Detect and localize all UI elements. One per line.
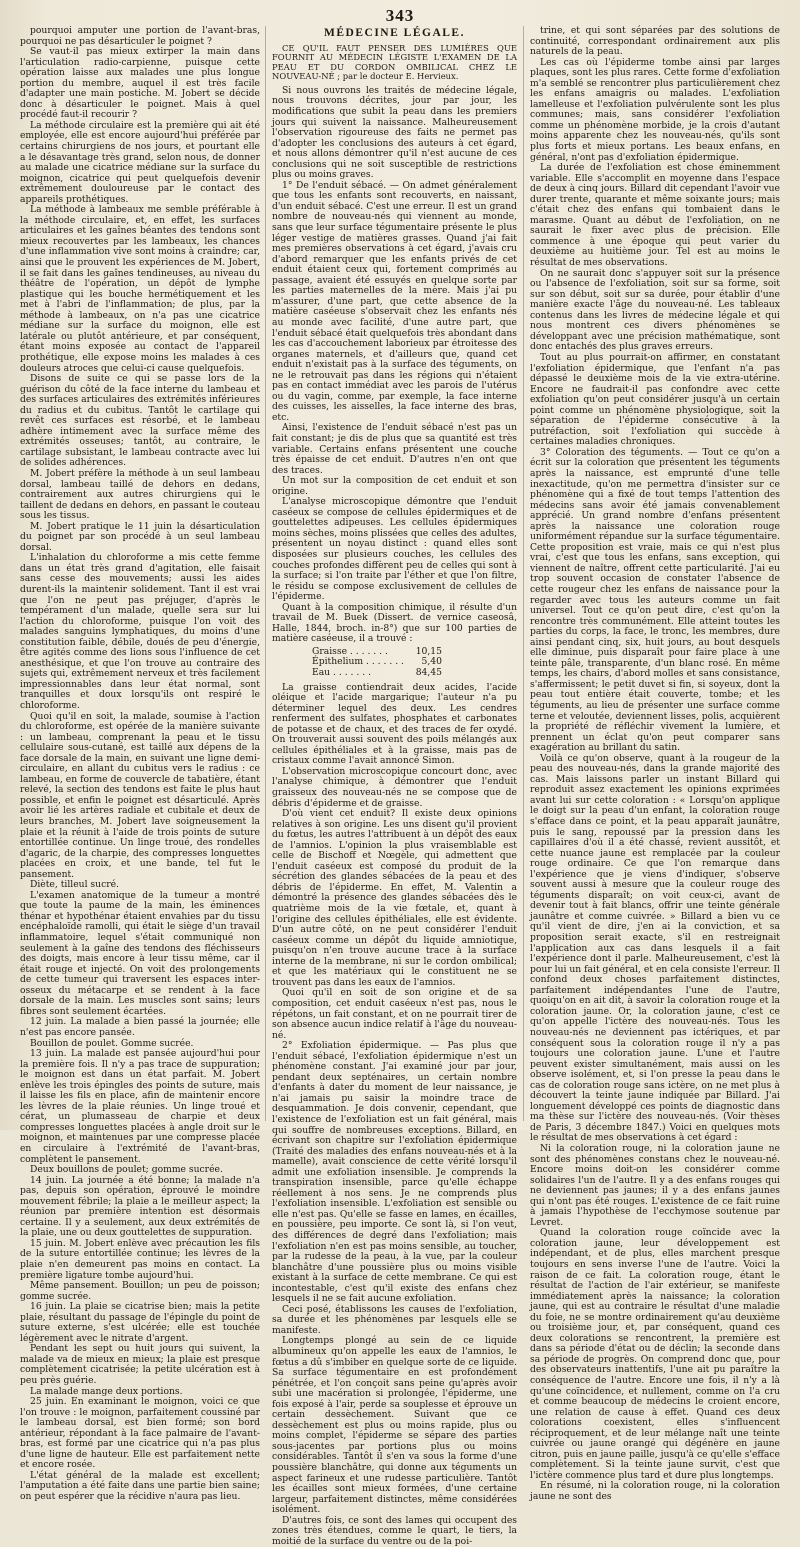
paragraph: La méthode à lambeaux me semble préférable à la méthode circulaire, et, en effet, les surfaces articulaires et les gaînes béantes des tendons sont mieux recouvertes par les lambeaux, les chances d'une inflammation vive sont moins à craindre; car, ainsi que le prouvent les expériences de M. Jobert, il se fait dans les gaînes tendineuses, au niveau du théâtre de l'opération, un dépôt de lymphe plastique qui les bouche hermétiquement et les met à l'abri de l'inflammation; de plus, par la méthode à lambeaux, on n'a pas une cicatrice médiane sur la surface du moignon, elle est latérale ou plutôt antérieure, et par conséquent, étant moins exposée au contact de l'appareil prothétique, elle expose moins les malades à ces douleurs atroces que celui-ci cause quelquefois.: [20, 204, 260, 374]
paragraph: 3° Coloration des téguments. — Tout ce qu'on a écrit sur la coloration que présentent les téguments après la naissance, est emprunté d'une telle inexactitude, qu'on me permettra d'insister sur ce phénomène qui a fixé de tout temps l'attention des médecins sans avoir été jamais convenablement apprécié. Un grand nombre d'enfans présentent après la naissance une coloration rouge uniformément répandue sur la surface tégumentaire. Cette proposition est vraie, mais ce qui n'est plus vrai, c'est que tous les enfans, sans exception, qui viennent de naître, offrent cette particularité. J'ai eu trop souvent occasion de constater l'absence de cette rougeur chez les enfans de naissance pour la regarder avec tous les auteurs comme un fait universel. Tout ce qu'on peut dire, c'est qu'on la rencontre très communément. Elle atteint toutes les parties du corps, la face, le tronc, les membres, dure ainsi pendant cinq, six, huit jours, au bout desquels elle diminue, puis disparaît pour faire place à une teinte pâle, transparente, d'un blanc rosé. En même temps, les chairs, d'abord molles et sans consistance, s'affermissent; le petit duvet si fin, si soyeux, dont la peau tout entière était couverte, tombe; et les téguments, au lieu de présenter une surface comme terne et veloutée, deviennent lisses, polis, acquièrent la propriété de réfléchir vivement la lumière, et prennent un éclat qu'on peut comparer sans exagération au brillant du satin.: [530, 446, 780, 754]
paragraph: Un mot sur la composition de cet enduit et son origine.: [272, 475, 517, 497]
paragraph: Diète, tilleul sucré.: [30, 879, 119, 891]
article-title: CE QU'IL FAUT PENSER DES LUMIÈRES QUE FOURNIT AU MÉDECIN LÉGISTE L'EXAMEN DE LA PEAU ET DU CORDON OMBILICAL CHEZ LE NOUVEAU-NÉ ; par le docteur E. Hervieux.: [272, 42, 517, 82]
table-row-value: 84,45: [415, 667, 442, 678]
column-divider-1: [265, 26, 266, 1121]
paragraph: Même pansement. Bouillon; un peu de poisson; gomme sucrée.: [20, 1280, 260, 1302]
paragraph: La durée de l'exfoliation est chose éminemment variable. Elle s'accomplit en moyenne dans l'espace de deux à cinq jours. Billard dit cependant l'avoir vue durer trente, quarante et même soixante jours; mais c'était chez des enfans qui tombaient dans le marasme. Quant au début de l'exfoliation, on ne saurait le fixer avec plus de précision. Elle commence à une époque qui peut varier du deuxième au huitième jour. Tel est au moins le résultat de mes observations.: [530, 162, 780, 269]
paragraph: Quoi qu'il en soit de son origine et de sa composition, cet enduit caséeux n'est pas, nous le répétons, un fait constant, et on ne pourrait tirer de son absence aucun indice relatif à l'âge du nouveau-né.: [272, 987, 517, 1041]
paragraph: On ne saurait donc s'appuyer soit sur la présence ou l'absence de l'exfoliation, soit sur sa forme, soit sur son début, soit sur sa durée, pour établir d'une manière exacte l'âge du nouveau-né. Les tableaux contenus dans les livres de médecine légale et qui nous montrent ces divers phénomènes se développant avec une précision mathématique, sont donc entachés des plus graves erreurs.: [530, 267, 780, 353]
paragraph: 12 juin. La malade a bien passé la journée; elle n'est pas encore pansée.: [20, 1016, 260, 1038]
paragraph: L'état général de la malade est excellent; l'amputation a été faite dans une partie bien saine; on peut espérer que la récidive n'aura pas lieu.: [20, 1469, 260, 1503]
table-row: [312, 668, 442, 679]
paragraph: Si nous ouvrons les traités de médecine légale, nous trouvons décrites, jour par jour, les modifications que subit la peau dans les premiers jours qui suivent la naissance. Malheureusement l'observation rigoureuse des faits ne permet pas d'adopter les conclusions des auteurs à cet égard, et nous allons démontrer qu'il n'est aucune de ces conclusions qui ne soit susceptible de restrictions plus ou moins graves.: [272, 84, 517, 181]
paragraph: Longtemps plongé au sein de ce liquide albumineux qu'on appelle les eaux de l'amnios, le fœtus a dû s'imbiber en quelque sorte de ce liquide. Sa surface tégumentaire en est profondément pénétrée, et l'on conçoit sans peine qu'après avoir subi une macération si prolongée, l'épiderme, une fois exposé à l'air, perde sa souplesse et éprouve un certain dessèchement. Suivant que ce dessèchement est plus ou moins rapide, plus ou moins complet, l'épiderme se sépare des parties sous-jacentes par portions plus ou moins considérables. Tantôt il s'en va sous la forme d'une poussière blanchâtre, qui donne aux téguments un aspect farineux et une rudesse particulière. Tantôt les écailles sont mieux formées, d'une certaine largeur, parfaitement distinctes, même considérées isolément.: [272, 1335, 517, 1516]
paragraph: Ainsi, l'existence de l'enduit sébacé n'est pas un fait constant; je dis de plus que sa quantité est très variable. Certains enfans présentent une couche très épaisse de cet enduit. D'autres n'en ont que des traces.: [272, 422, 517, 476]
paragraph: 2° Exfoliation épidermique. — Pas plus que l'enduit sébacé, l'exfoliation épidermique n'est un phénomène constant. J'ai examiné jour par jour, pendant deux septénaires, un certain nombre d'enfants à dater du moment de leur naissance, je n'ai jamais pu saisir la moindre trace de desquammation. Je dois convenir, cependant, que l'existence de l'exfoliation est un fait général, mais qui souffre de nombreuses exceptions. Billard, en écrivant son chapitre sur l'exfoliation épidermique (Traité des maladies des enfans nouveau-nés et à la mamelle), avait conscience de cette vérité lorsqu'il admit une exfoliation insensible. Je comprends la transpiration insensible, parce qu'elle échappe réellement à nos sens. Je ne comprends plus l'exfoliation insensible. L'exfoliation est sensible ou elle n'est pas. Qu'elle se fasse en lames, en écailles, en poussière, peu importe. Ce sont là, si l'on veut, des différences de degré dans l'exfoliation; mais l'exfoliation n'en est pas moins sensible, au toucher, par la rudesse de la peau, à la vue, par la couleur blanchâtre d'une poussière plus ou moins visible existant à la surface de cette membrane. Ce qui est incontestable, c'est qu'il existe des enfans chez lesquels il ne se fait aucune exfoliation.: [272, 1040, 517, 1305]
paragraph: Bouillon de poulet. Gomme sucrée.: [30, 1037, 194, 1049]
composition-table: [312, 647, 442, 679]
column-right: [530, 25, 780, 1503]
paragraph: trine, et qui sont séparées par des solutions de continuité, correspondant ordinairement aux plis naturels de la peau.: [530, 25, 780, 58]
paragraph: La graisse contiendrait deux acides, l'acide oléique et l'acide margarique; l'auteur n'a pu déterminer lequel des deux. Les cendres renferment des sulfates, phosphates et carbonates de potasse et de chaux, et des traces de fer oxydé. On trouverait aussi souvent des poils mélangés aux cellules épithéliales et à la graisse, mais pas de cristaux comme l'avait annoncé Simon.: [272, 681, 517, 767]
table-row-label: Graisse . . . . . . .: [312, 645, 388, 657]
paragraph: M. Jobert préfère la méthode à un seul lambeau dorsal, lambeau taillé de dehors en dedans, contrairement aux autres chirurgiens qui le taillent de dedans en dehors, en passant le couteau sous les tissus.: [20, 467, 260, 522]
paragraph: 15 juin. M. Jobert enlève avec précaution les fils de la suture entortillée continue; les lèvres de la plaie n'en demeurent pas moins en contact. La première ligature tombe aujourd'hui.: [20, 1237, 260, 1281]
page-number: 343: [385, 6, 415, 25]
table-row-label: Eau . . . . . . .: [312, 667, 371, 678]
paragraph: Les cas où l'épiderme tombe ainsi par larges plaques, sont les plus rares. Cette forme d'exfoliation m'a semblé se rencontrer plus particulièrement chez les enfans amaigris ou malades. L'exfoliation lamelleuse et l'exfoliation pulvérulente sont les plus communes; mais, sans considérer l'exfoliation comme un phénomène morbide, je la crois d'autant moins apparente chez les nouveau-nés, qu'ils sont plus forts et mieux portans. Les beaux enfans, en général, n'ont pas d'exfoliation épidermique.: [530, 56, 780, 163]
table-row-label: Épithelium . . . . . . .: [312, 656, 404, 668]
paragraph: Disons de suite ce qui se passe lors de la guérison du côté de la face interne du lambeau et des surfaces articulaires des extrémités inférieures du radius et du cubitus. Tantôt le cartilage qui revêt ces surfaces est résorbé, et le lambeau adhère intimement avec la surface même des extrémités osseuses; tantôt, au contraire, le cartilage subsistant, le lambeau contracte avec lui de solides adhérences.: [20, 373, 260, 469]
table-row-value: 10,15: [415, 645, 442, 657]
paragraph: L'analyse microscopique démontre que l'enduit caséeux se compose de cellules épidermiques et de gouttelettes adipeuses. Les cellules épidermiques moins sèches, moins plissées que celles des adultes, présentent un noyau distinct : quand elles sont disposées sur plusieurs couches, les cellules des couches profondes diffèrent peu de celles qui sont à la surface; si l'on traite par l'éther et que l'on filtre, le résidu se compose exclusivement de cellules de l'épiderme.: [272, 496, 517, 603]
paragraph: La méthode circulaire est la première qui ait été employée, elle est encore aujourd'hui préférée par certains chirurgiens de nos jours, et pourtant elle a le désavantage très grand, selon nous, de donner au malade une cicatrice médiane sur la surface du moignon, cicatrice qui peut quelquefois devenir extrêmement douloureuse par le contact des appareils prothétiques.: [20, 119, 260, 205]
paragraph: L'inhalation du chloroforme a mis cette femme dans un état très grand d'agitation, elle faisait sans cesse des mouvements; aussi les aides durent-ils la maintenir solidement. Tant il est vrai que l'on ne peut pas préjuger, d'après le tempérament d'un malade, quelle sera sur lui l'action du chloroforme, puisque l'on voit des malades sanguins lymphatiques, du moins d'une constitution faible, débile, doués de peu d'énergie, être agités comme des lions sous l'influence de cet anesthésique, et que l'on trouve au contraire des sujets qui, extrêmement nerveux et très facilement impressionnables dans leur état normal, sont tranquilles et doux lorsqu'ils ont respiré le chloroforme.: [20, 552, 260, 711]
paragraph: D'autres fois, ce sont des lames qui occupent des zones très étendues, comme le quart, le tiers, la moitié de la surface du ventre ou de la poi-: [272, 1514, 517, 1547]
column-divider-2: [523, 26, 524, 1121]
paragraph: 16 juin. La plaie se cicatrise bien; mais la petite plaie, résultant du passage de l'épingle du point de suture externe, s'est ulcérée; elle est touchée légèrement avec le nitrate d'argent.: [20, 1301, 260, 1344]
paragraph: La malade mange deux portions.: [30, 1385, 183, 1397]
column-middle: [272, 26, 517, 1547]
paragraph: Deux bouillons de poulet; gomme sucrée.: [30, 1164, 223, 1176]
paragraph: 14 juin. La journée a été bonne; la malade n'a pas, depuis son opération, éprouvé le moindre mouvement fébrile; la plaie a le meilleur aspect; la réunion par première intention est désormais certaine. Il y a seulement, aux deux extrémités de la plaie, une ou deux gouttelettes de suppuration.: [20, 1174, 260, 1239]
paragraph: D'où vient cet enduit? Il existe deux opinions relatives à son origine. Les uns disent qu'il provient du fœtus, les autres l'attribuent à un dépôt des eaux de l'amnios. L'opinion la plus vraisemblable est celle de Bischoff et Nœgèle, qui admettent que l'enduit caséeux est composé du produit de la sécrétion des glandes sébacées de la peau et des débris de l'épiderme. En effet, M. Valentin a démontré la présence des glandes sébacées dès le quatrième mois de la vie fœtale, et, quant à l'origine des cellules épithéliales, elle est évidente. D'un autre côté, on ne peut considérer l'enduit caséeux comme un dépôt du liquide amniotique, puisqu'on n'en trouve aucune trace à la surface interne de la membrane, ni sur le cordon ombilical; et que les matériaux qui le constituent ne se trouvent pas dans les eaux de l'amnios.: [272, 808, 517, 988]
paragraph: M. Jobert pratique le 11 juin la désarticulation du poignet par son procédé à un seul lambeau dorsal.: [20, 520, 260, 553]
paragraph: Quoi qu'il en soit, la malade, soumise à l'action du chloroforme, est opérée de la manière suivante : un lambeau, comprenant la peau et le tissu cellulaire sous-cutané, est taillé aux dépens de la face dorsale de la main, en suivant une ligne demi-circulaire, en allant du cubitus vers le radius : ce lambeau, en forme de couvercle de tabatière, étant relevé, la section des tendons est faite le plus haut possible, et enfin le poignet est désarticulé. Après avoir lié les artères radiale et cubitale et deux de leurs branches, M. Jobert lave soigneusement la plaie et la réunit à l'aide de trois points de suture entortillée continue. Un linge troué, des rondelles d'agaric, de la charpie, des compresses longuettes placées en croix, et une bande, tel fut le pansement.: [20, 710, 260, 880]
article-body-part-2: [272, 683, 517, 1547]
paragraph: pourquoi amputer une portion de l'avant-bras, pourquoi ne pas désarticuler le poignet ?: [20, 25, 260, 47]
paragraph: 1° De l'enduit sébacé. — On admet généralement que tous les enfants sont recouverts, en naissant, d'un enduit sébacé. C'est une erreur. Il est un grand nombre de nouveau-nés qui viennent au monde, sans que leur surface tégumentaire présente le plus léger vestige de matières grasses. Quand j'ai fait mes premières observations à cet égard, j'avais cru d'abord remarquer que les enfants privés de cet enduit étaient ceux qui, fortement comprimés au passage, avaient été essuyés en quelque sorte par les parties maternelles de la mère. Mais j'ai pu m'assurer, d'une part, que cette absence de la matière caséeuse s'observait chez les enfants nés au monde avec facilité, d'une autre part, que l'enduit sébacé était quelquefois très abondant dans les cas d'accouchement laborieux par étroitesse des organes maternels, et d'ailleurs que, quand cet enduit n'existait pas à la surface des téguments, on ne le retrouvait pas dans les régions qui n'étaient pas en contact immédiat avec les parois de l'utérus ou du vagin, comme, par exemple, la face interne des cuisses, les aisselles, la face interne des bras, etc.: [272, 179, 517, 423]
paragraph: L'examen anatomique de la tumeur a montré que toute la paume de la main, les éminences thénar et hypothénar étaient envahies par du tissu encéphaloïde ramolli, qui était le siège d'un travail inflammatoire, lequel s'était communiqué non seulement à la gaîne des tendons des fléchisseurs des doigts, mais encore à leur tissu même, car il était rouge et injecté. On voit des prolongements de cette tumeur qui traversent les espaces inter-osseux du métacarpe et se rendent à la face dorsale de la main. Les muscles sont sains; leurs fibres sont seulement écartées.: [20, 889, 260, 1017]
paragraph: Ni la coloration rouge, ni la coloration jaune ne sont des phénomènes constans chez le nouveau-né. Encore moins doit-on les considérer comme solidaires l'un de l'autre. Il y a des enfans rouges qui ne deviennent pas jaunes; il y a des enfans jaunes qui n'ont pas été rouges. L'existence de ce fait ruine à jamais l'hypothèse de l'ecchymose soutenue par Levret.: [530, 1142, 780, 1228]
paragraph: 25 juin. En examinant le moignon, voici ce que l'on trouve : le moignon, parfaitement coussiné par le lambeau dorsal, est bien formé; son bord antérieur, répondant à la face palmaire de l'avant-bras, est formé par une cicatrice qui n'a pas plus d'une ligne de hauteur. Elle est parfaitement nette et encore rosée.: [20, 1396, 260, 1471]
paragraph: Ceci posé, établissons les causes de l'exfoliation, sa durée et les phénomènes par lesquels elle se manifeste.: [272, 1303, 517, 1336]
table-row-value: 5,40: [421, 656, 442, 668]
column-left: [20, 25, 260, 1503]
paragraph: En résumé, ni la coloration rouge, ni la coloration jaune ne sont des: [530, 1480, 780, 1503]
paragraph: Se vaut-il pas mieux extirper la main dans l'articulation radio-carpienne, puisque cette opération laisse aux malades une plus longue portion du membre, auquel il est très facile d'adapter une main postiche. M. Jobert se décide donc à désarticuler le poignet. Mais à quel procédé faut-il recourir ?: [20, 46, 260, 121]
paragraph: Tout au plus pourrait-on affirmer, en constatant l'exfoliation épidermique, que l'enfant n'a pas dépassé le deuxième mois de la vie extra-utérine. Encore ne faudrait-il pas confondre avec cette exfoliation qu'on peut considérer jusqu'à un certain point comme un phénomène physiologique, soit la séparation de l'épiderme consécutive à la putréfaction, soit l'exfoliation qui succède à certaines maladies chroniques.: [530, 351, 780, 448]
paragraph: Quand la coloration rouge coïncide avec la coloration jaune, leur développement est indépendant, et de plus, elles marchent presque toujours en sens inverse l'une de l'autre. Voici la raison de ce fait. La coloration rouge, étant le résultat de l'action de l'air extérieur, se manifeste immédiatement après la naissance; la coloration jaune, qui est au contraire le résultat d'une maladie du foie, ne se montre ordinairement qu'au deuxième ou troisième jour, et, par conséquent, quand ces deux colorations se rencontrent, la première est dans sa période d'état ou de déclin; la seconde dans sa période de progrès. On comprend donc que, pour des observateurs inattentifs, l'une ait pu paraître la conséquence de l'autre. Encore une fois, il n'y a là qu'une coïncidence, et nullement, comme on l'a cru et comme beaucoup de médecins le croient encore, une relation de cause à effet. Quand ces deux colorations coexistent, elles s'influencent réciproquement, et de leur mélange naît une teinte cuivrée ou jaune orangé qui dégénère en jaune citron, puis en jaune paille, jusqu'à ce qu'elle s'efface complètement. Si la teinte jaune survit, c'est que l'ictère commence plus tard et dure plus longtemps.: [530, 1227, 780, 1481]
paragraph: Pendant les sept ou huit jours qui suivent, la malade va de mieux en mieux; la plaie est presque complètement cicatrisée; la petite ulcération est à peu près guérie.: [20, 1343, 260, 1386]
paragraph: Quant à la composition chimique, il résulte d'un travail de M. Buek (Dissert. de vernice caseosâ, Halle, 1844, broch. in-8°) que sur 100 parties de matière caséeuse, il a trouvé :: [272, 601, 517, 645]
article-body-part-1: [272, 86, 517, 645]
paragraph: Voilà ce qu'on observe, quant à la rougeur de la peau des nouveau-nés, dans la grande majorité des cas. Mais laissons parler un instant Billard qui reproduit assez exactement les opinions exprimées avant lui sur cette coloration : « Lorsqu'on applique le doigt sur la peau d'un enfant, la coloration rouge s'efface dans ce point, et la peau apparaît jaunâtre, puis le sang, repoussé par la pression dans les capillaires d'où il a été chassé, revient aussitôt, et cette nuance jaune est remplacée par la couleur rouge ordinaire. Ce que l'on remarque dans l'expérience que je viens d'indiquer, s'observe souvent aussi à mesure que la couleur rouge des téguments disparaît; on voit ceux-ci, avant de devenir tout à fait blancs, offrir une teinte générale jaunâtre et comme cuivrée. » Billard a bien vu ce qu'il vient de dire, j'en ai la conviction, et sa proposition serait exacte, s'il en restreignait l'application aux cas dans lesquels il a fait l'expérience dont il parle. Malheureusement, c'est là pour lui un fait général, et en cela consiste l'erreur. Il confond deux choses parfaitement distinctes, parfaitement indépendantes l'une de l'autre, quoiqu'on en ait dit, à savoir la coloration rouge et la coloration jaune. Or, la coloration jaune, c'est ce qu'on appelle l'ictère des nouveau-nés. Tous les nouveau-nés ne deviennent pas ictériques, et par conséquent sous la coloration rouge il n'y a pas toujours une coloration jaune. L'une et l'autre peuvent exister simultanément, mais aussi on les observe isolément, et, si l'on presse la peau dans le cas de coloration rouge sans ictère, on ne met plus à découvert la teinte jaune indiquée par Billard. J'ai longuement développé ces points de diagnostic dans ma thèse sur l'ictère des nouveau-nés. (Voir thèses de Paris, 3 décembre 1847.) Voici en quelques mots le résultat de mes observations à cet égard :: [530, 752, 780, 1144]
paragraph: 13 juin. La malade est pansée aujourd'hui pour la première fois. Il n'y a pas trace de suppuration; le moignon est dans un état parfait. M. Jobert enlève les trois épingles des points de suture, mais il laisse les fils en place, afin de maintenir encore les lèvres de la plaie réunies. Un linge troué et cérat, un plumasseau de charpie et deux compresses longuettes placées à angle droit sur le moignon, et maintenues par une compresse placée en circulaire à l'extrémité de l'avant-bras, complètent le pansement.: [20, 1048, 260, 1165]
section-title: MÉDECINE LÉGALE.: [324, 27, 465, 39]
paragraph: L'observation microscopique concourt donc, avec l'analyse chimique, à démontrer que l'enduit graisseux des nouveau-nés ne se compose que de débris d'épiderme et de graisse.: [272, 765, 517, 809]
